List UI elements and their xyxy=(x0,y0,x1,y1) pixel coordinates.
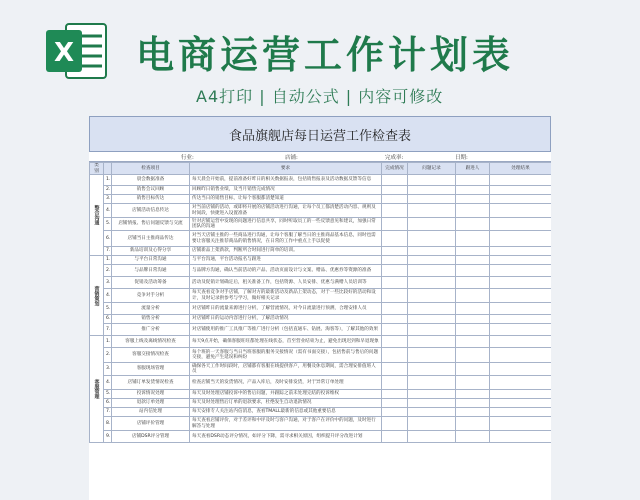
table-row xyxy=(90,195,552,204)
follower-cell[interactable] xyxy=(456,399,490,408)
meta-date: 日期: xyxy=(455,154,468,161)
issue-record-cell[interactable] xyxy=(408,195,456,204)
requirement-cell: 对当天店铺主推的一些商品进行沟通，让每个客服了解当日的主推商品基本信息，同时也需要让客服关注推荐商品的销售情况，在日常的工作中重点上手以促使 xyxy=(190,231,382,247)
completion-cell[interactable] xyxy=(382,399,408,408)
check-item-cell: 与品牌日常沟通 xyxy=(112,265,190,277)
col-header-category: 类别 xyxy=(90,163,104,175)
result-cell[interactable] xyxy=(490,231,552,247)
requirement-cell: 与平台沟通，平台活动报名与跟进 xyxy=(190,256,382,265)
completion-cell[interactable] xyxy=(382,247,408,256)
completion-cell[interactable] xyxy=(382,256,408,265)
completion-cell[interactable] xyxy=(382,303,408,315)
row-number-cell: 7. xyxy=(104,408,112,417)
follower-cell[interactable] xyxy=(456,324,490,336)
issue-record-cell[interactable] xyxy=(408,247,456,256)
row-number-cell: 1. xyxy=(104,256,112,265)
check-item-cell: 与平台日常沟通 xyxy=(112,256,190,265)
issue-record-cell[interactable] xyxy=(408,303,456,315)
follower-cell[interactable] xyxy=(456,247,490,256)
check-item-cell: 客服上线及离线情况检查 xyxy=(112,336,190,348)
issue-record-cell[interactable] xyxy=(408,390,456,399)
issue-record-cell[interactable] xyxy=(408,376,456,390)
table-row xyxy=(90,408,552,417)
result-cell[interactable] xyxy=(490,204,552,218)
category-cell: 营销策划 xyxy=(90,256,104,336)
requirement-cell: 传达当日的销售目标，让每个客服都清楚知道 xyxy=(190,195,382,204)
follower-cell[interactable] xyxy=(456,265,490,277)
issue-record-cell[interactable] xyxy=(408,399,456,408)
svg-text:X: X xyxy=(53,38,75,68)
issue-record-cell[interactable] xyxy=(408,277,456,289)
requirement-cell: 对店铺昨日的流量来源进行分析，了解营流情况，对今日流量进行预测，合理安排人员 xyxy=(190,303,382,315)
row-number-cell: 1. xyxy=(104,175,112,186)
issue-record-cell[interactable] xyxy=(408,289,456,303)
table-row xyxy=(90,348,552,363)
follower-cell[interactable] xyxy=(456,376,490,390)
completion-cell[interactable] xyxy=(382,204,408,218)
row-number-cell: 2. xyxy=(104,186,112,195)
row-number-cell: 5. xyxy=(104,390,112,399)
col-header-item: 检查项目 xyxy=(112,163,190,175)
requirement-cell: 活动及促销计划确定后，租关准备工作，包括资源、人员安排、优惠与满赠人员培训等 xyxy=(190,277,382,289)
row-number-cell: 6. xyxy=(104,399,112,408)
check-item-cell: 客服交接情况检查 xyxy=(112,348,190,363)
issue-record-cell[interactable] xyxy=(408,417,456,431)
result-cell[interactable] xyxy=(490,417,552,431)
follower-cell[interactable] xyxy=(456,195,490,204)
follower-cell[interactable] xyxy=(456,289,490,303)
result-cell[interactable] xyxy=(490,277,552,289)
issue-record-cell[interactable] xyxy=(408,315,456,324)
follower-cell[interactable] xyxy=(456,315,490,324)
follower-cell[interactable] xyxy=(456,218,490,231)
requirement-cell: 与品牌方沟通，确认当前活动的产品、活动页面设计与文案、赠品、优惠券等资源的准备 xyxy=(190,265,382,277)
result-cell[interactable] xyxy=(490,324,552,336)
meta-industry: 行业: xyxy=(181,154,194,161)
check-item-cell: 推广分析 xyxy=(112,324,190,336)
excel-logo-icon xyxy=(44,20,110,82)
follower-cell[interactable] xyxy=(456,336,490,348)
row-number-cell: 5. xyxy=(104,218,112,231)
completion-cell[interactable] xyxy=(382,195,408,204)
check-item-cell: 店铺DSR评分管理 xyxy=(112,431,190,443)
issue-record-cell[interactable] xyxy=(408,431,456,443)
table-row xyxy=(90,175,552,186)
table-row xyxy=(90,431,552,443)
follower-cell[interactable] xyxy=(456,277,490,289)
requirement-cell: 每天及时处理售后订单的退款要求，杜绝发生自动退款情况 xyxy=(190,399,382,408)
table-row xyxy=(90,336,552,348)
requirement-cell: 对当前店铺的活动，或即将开展的店铺活动进行沟通，让每个员工都清楚活动内容、规则及时间段，快捷进入设置准备 xyxy=(190,204,382,218)
completion-cell[interactable] xyxy=(382,417,408,431)
requirement-cell: 每天9点开始，确保客服旺旺都处理在线状态，首至营业结束为止，避免出现迟到和早退现象 xyxy=(190,336,382,348)
completion-cell[interactable] xyxy=(382,324,408,336)
row-number-cell: 9. xyxy=(104,431,112,443)
requirement-cell: 每个班的一天客服与当日当班客服的服务交接情况（需有书面交接），包括售前与售后的问题交接，避免产生延误和纠纷 xyxy=(190,348,382,363)
follower-cell[interactable] xyxy=(456,256,490,265)
follower-cell[interactable] xyxy=(456,204,490,218)
category-cell: 客服管理 xyxy=(90,336,104,443)
meta-shop: 店铺: xyxy=(285,154,298,161)
issue-record-cell[interactable] xyxy=(408,218,456,231)
completion-cell[interactable] xyxy=(382,289,408,303)
row-number-cell: 2. xyxy=(104,265,112,277)
result-cell[interactable] xyxy=(490,256,552,265)
check-item-cell: 退款订单处理 xyxy=(112,399,190,408)
issue-record-cell[interactable] xyxy=(408,324,456,336)
follower-cell[interactable] xyxy=(456,363,490,376)
follower-cell[interactable] xyxy=(456,408,490,417)
col-header-follower: 跟进人 xyxy=(456,163,490,175)
issue-record-cell[interactable] xyxy=(408,204,456,218)
completion-cell[interactable] xyxy=(382,265,408,277)
row-number-cell: 2. xyxy=(104,348,112,363)
check-item-cell: 店铺情报、售后问题反馈与交流 xyxy=(112,218,190,231)
completion-cell[interactable] xyxy=(382,218,408,231)
completion-cell[interactable] xyxy=(382,315,408,324)
completion-cell[interactable] xyxy=(382,363,408,376)
table-row xyxy=(90,363,552,376)
table-row xyxy=(90,265,552,277)
result-cell[interactable] xyxy=(490,289,552,303)
table-row xyxy=(90,277,552,289)
requirement-cell: 对店铺使用的推广工具推广等推广进行分析（包括直通车、钻展、淘客等），了解其他的效果 xyxy=(190,324,382,336)
result-cell[interactable] xyxy=(490,303,552,315)
follower-cell[interactable] xyxy=(456,431,490,443)
check-item-cell: 客服现场管理 xyxy=(112,363,190,376)
result-cell[interactable] xyxy=(490,186,552,195)
row-number-cell: 3. xyxy=(104,277,112,289)
requirement-cell: 每天及时处理店铺投诉中的售后问题，并跟踪之前未处理完结的投诉维权 xyxy=(190,390,382,399)
row-number-cell: 4. xyxy=(104,204,112,218)
requirement-cell: 检查店铺当天的发货情况，产品入库后，及时安排发货，对于异常订单处理 xyxy=(190,376,382,390)
check-item-cell: 销售目标传达 xyxy=(112,195,190,204)
page-subtitle: A4打印 | 自动公式 | 内容可修改 xyxy=(196,87,444,106)
completion-cell[interactable] xyxy=(382,336,408,348)
sheet-meta-row xyxy=(89,152,551,162)
issue-record-cell[interactable] xyxy=(408,336,456,348)
follower-cell[interactable] xyxy=(456,390,490,399)
checklist-body xyxy=(90,175,552,443)
check-item-cell: 店铺当日主推商品传达 xyxy=(112,231,190,247)
category-cell: 整合沟通 xyxy=(90,175,104,256)
requirement-cell: 每天晨会开始前，提前准备好昨日的相关数据报表，包括销售报表及活动数据反馈等信息 xyxy=(190,175,382,186)
completion-cell[interactable] xyxy=(382,376,408,390)
check-item-cell: 流量分析 xyxy=(112,303,190,315)
issue-record-cell[interactable] xyxy=(408,265,456,277)
row-number-cell: 6. xyxy=(104,315,112,324)
spreadsheet-preview xyxy=(89,116,551,500)
col-header-result: 处理结果 xyxy=(490,163,552,175)
row-number-cell: 3. xyxy=(104,363,112,376)
result-cell[interactable] xyxy=(490,408,552,417)
meta-completion: 完成率: xyxy=(385,154,404,161)
col-header-marker xyxy=(104,163,112,175)
requirement-cell: 店铺新品上架新款，判断所合时间进行简单的培训。 xyxy=(190,247,382,256)
requirement-cell: 每天查看店铺评价，对于差评和中评及时与客户沟通，对于客户在评价中的问题，及时进行解答与处理 xyxy=(190,417,382,431)
completion-cell[interactable] xyxy=(382,348,408,363)
checklist-table xyxy=(89,162,551,443)
table-row xyxy=(90,204,552,218)
table-row xyxy=(90,218,552,231)
table-row xyxy=(90,289,552,303)
completion-cell[interactable] xyxy=(382,231,408,247)
requirement-cell: 每天查看DSR动态评分情况，如评分下降，需寻求相关原因，组织提升评分改进计划 xyxy=(190,431,382,443)
completion-cell[interactable] xyxy=(382,390,408,399)
check-item-cell: 促销及活动筹备 xyxy=(112,277,190,289)
follower-cell[interactable] xyxy=(456,303,490,315)
issue-record-cell[interactable] xyxy=(408,186,456,195)
check-item-cell: 店铺活动信息传达 xyxy=(112,204,190,218)
result-cell[interactable] xyxy=(490,336,552,348)
table-row xyxy=(90,324,552,336)
requirement-cell: 确保各天工作时间段时，店铺都有客服在线提供客户，用餐及休息期间，需合理安排值班人员 xyxy=(190,363,382,376)
result-cell[interactable] xyxy=(490,363,552,376)
result-cell[interactable] xyxy=(490,315,552,324)
issue-record-cell[interactable] xyxy=(408,231,456,247)
result-cell[interactable] xyxy=(490,247,552,256)
header-banner xyxy=(0,0,640,112)
row-number-cell: 1. xyxy=(104,336,112,348)
table-row xyxy=(90,376,552,390)
completion-cell[interactable] xyxy=(382,277,408,289)
requirement-cell: 针对店铺运营中发现的问题进行信息共享，同时听取员工的一些反馈意见和建议，加强日常团队的沟通 xyxy=(190,218,382,231)
result-cell[interactable] xyxy=(490,218,552,231)
row-number-cell: 7. xyxy=(104,324,112,336)
issue-record-cell[interactable] xyxy=(408,175,456,186)
follower-cell[interactable] xyxy=(456,186,490,195)
table-row xyxy=(90,390,552,399)
requirement-cell: 对店铺昨日的运动内容进行分析，了解活动情况 xyxy=(190,315,382,324)
row-number-cell: 8. xyxy=(104,417,112,431)
col-header-completion: 完成情况 xyxy=(382,163,408,175)
table-row xyxy=(90,417,552,431)
table-row xyxy=(90,256,552,265)
check-item-cell: 店铺评价管理 xyxy=(112,417,190,431)
completion-cell[interactable] xyxy=(382,408,408,417)
row-number-cell: 4. xyxy=(104,289,112,303)
completion-cell[interactable] xyxy=(382,175,408,186)
result-cell[interactable] xyxy=(490,175,552,186)
table-row xyxy=(90,303,552,315)
issue-record-cell[interactable] xyxy=(408,363,456,376)
follower-cell[interactable] xyxy=(456,348,490,363)
table-row xyxy=(90,399,552,408)
check-item-cell: 站内信处理 xyxy=(112,408,190,417)
check-item-cell: 新品培训及心得分享 xyxy=(112,247,190,256)
col-header-issue-record: 问题记录 xyxy=(408,163,456,175)
check-item-cell: 销售会议回顾 xyxy=(112,186,190,195)
completion-cell[interactable] xyxy=(382,186,408,195)
issue-record-cell[interactable] xyxy=(408,256,456,265)
check-item-cell: 投诉情况处理 xyxy=(112,390,190,399)
follower-cell[interactable] xyxy=(456,231,490,247)
result-cell[interactable] xyxy=(490,376,552,390)
check-item-cell: 销售分析 xyxy=(112,315,190,324)
completion-cell[interactable] xyxy=(382,431,408,443)
result-cell[interactable] xyxy=(490,390,552,399)
table-row xyxy=(90,315,552,324)
table-row xyxy=(90,247,552,256)
issue-record-cell[interactable] xyxy=(408,348,456,363)
follower-cell[interactable] xyxy=(456,417,490,431)
row-number-cell: 6. xyxy=(104,231,112,247)
issue-record-cell[interactable] xyxy=(408,408,456,417)
check-item-cell: 晨会数据准备 xyxy=(112,175,190,186)
row-number-cell: 7. xyxy=(104,247,112,256)
requirement-cell: 每天查看竞争对手店铺，了解对方的最新活动及新品上架动态，对于一些比较好的活动和设计，及时记录供参考与学习，做好相关记录 xyxy=(190,289,382,303)
table-row xyxy=(90,186,552,195)
row-number-cell: 4. xyxy=(104,376,112,390)
result-cell[interactable] xyxy=(490,265,552,277)
requirement-cell: 每天安排专人关注站内信消息，查看TMALL最新的信息或其他重要信息 xyxy=(190,408,382,417)
result-cell[interactable] xyxy=(490,431,552,443)
table-row xyxy=(90,231,552,247)
follower-cell[interactable] xyxy=(456,175,490,186)
row-number-cell: 3. xyxy=(104,195,112,204)
page-title: 电商运营工作计划表 xyxy=(136,33,515,77)
sheet-title: 食品旗舰店每日运营工作检查表 xyxy=(89,116,551,152)
requirement-cell: 回顾昨日销售业绩，及当月销售完成情况 xyxy=(190,186,382,195)
col-header-requirement: 要求 xyxy=(190,163,382,175)
result-cell[interactable] xyxy=(490,399,552,408)
result-cell[interactable] xyxy=(490,348,552,363)
check-item-cell: 竞争对手分析 xyxy=(112,289,190,303)
check-item-cell: 店铺订单发货情况检查 xyxy=(112,376,190,390)
result-cell[interactable] xyxy=(490,195,552,204)
row-number-cell: 5. xyxy=(104,303,112,315)
